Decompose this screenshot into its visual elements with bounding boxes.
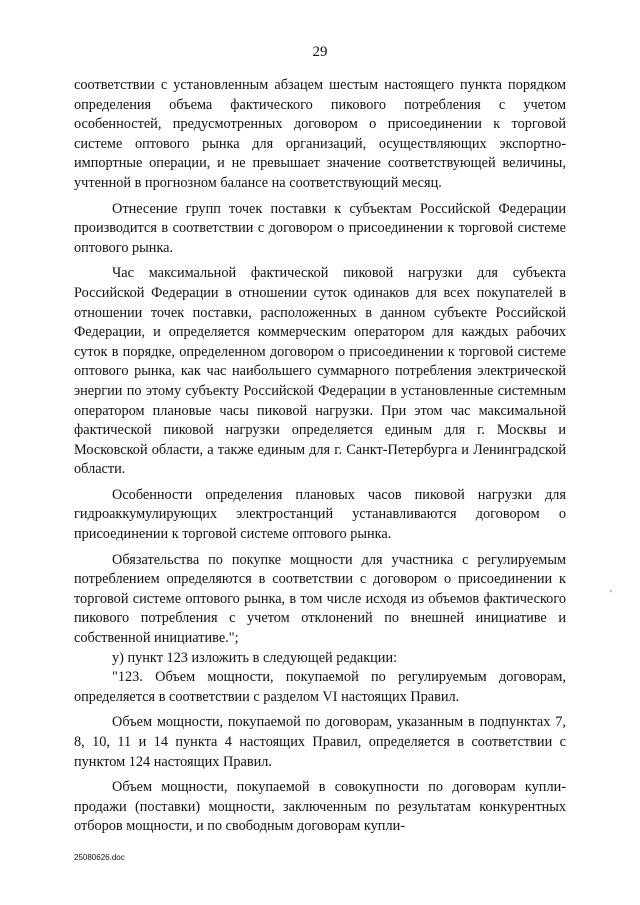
paragraph-obligations: Обязательства по покупке мощности для участника с регулируемым потреблением определяются в соответствии с договором о присоединении к торговой системе оптового рынка, в том числе исходя из объемов фактического пикового потребления с учетом отклонений по внешней инициативе и собственной инициативе."; bbox=[74, 551, 566, 647]
paragraph-peak-hour: Час максимальной фактической пиковой нагрузки для субъекта Российской Федерации в отношении суток одинаков для всех покупателей в отношении точек поставки, расположенных в данном субъекте Российской Федерации, и определяется коммерческим оператором для каждых рабочих суток в порядке, определенном договором о присоединении к торговой системе оптового рынка, как час наибольшего суммарного потребления электрической энергии по этому субъекту Российской Федерации в установленные системным оператором плановые часы пиковой нагрузки. При этом час максимальной фактической пиковой нагрузки определяется единым для г. Москвы и Московской области, а также единым для г. Санкт-Петербурга и Ленинградской области. bbox=[74, 265, 566, 478]
paragraph-continuation: соответствии с установленным абзацем шестым настоящего пункта порядком определения объема фактического пикового потребления с учетом особенностей, предусмотренных договором о присоединении к торговой системе оптового рынка для организаций, осуществляющих экспортно-импортные операции, и не превышает значение соответствующей величины, учтенной в прогнозном балансе на соответствующий месяц. bbox=[74, 77, 566, 191]
margin-mark: ' bbox=[610, 589, 612, 600]
footer-filename: 25080626.doc bbox=[74, 853, 125, 862]
paragraph-delivery-groups: Отнесение групп точек поставки к субъектам Российской Федерации производится в соответствии с договором о присоединении к торговой системе оптового рынка. bbox=[74, 200, 566, 256]
paragraph-clause-123: "123. Объем мощности, покупаемой по регулируемым договорам, определяется в соответствии с разделом VI настоящих Правил. bbox=[74, 669, 566, 705]
paragraph-contract-volume: Объем мощности, покупаемой по договорам, указанным в подпунктах 7, 8, 10, 11 и 14 пункта 4 настоящих Правил, определяется в соответствии с пунктом 124 настоящих Правил. bbox=[74, 714, 566, 770]
page-number: 29 bbox=[312, 44, 328, 60]
paragraph-item-u: у) пункт 123 изложить в следующей редакции: bbox=[112, 649, 398, 666]
paragraph-pumped-storage: Особенности определения плановых часов пиковой нагрузки для гидроаккумулирующих электростанций устанавливаются договором о присоединении к торговой системе оптового рынка. bbox=[74, 486, 566, 543]
document-body bbox=[74, 76, 566, 837]
paragraph-aggregate-volume: Объем мощности, покупаемой в совокупности по договорам купли-продажи (поставки) мощности, заключенным по результатам конкурентных отборов мощности, и по свободным договорам купли- bbox=[74, 779, 566, 835]
